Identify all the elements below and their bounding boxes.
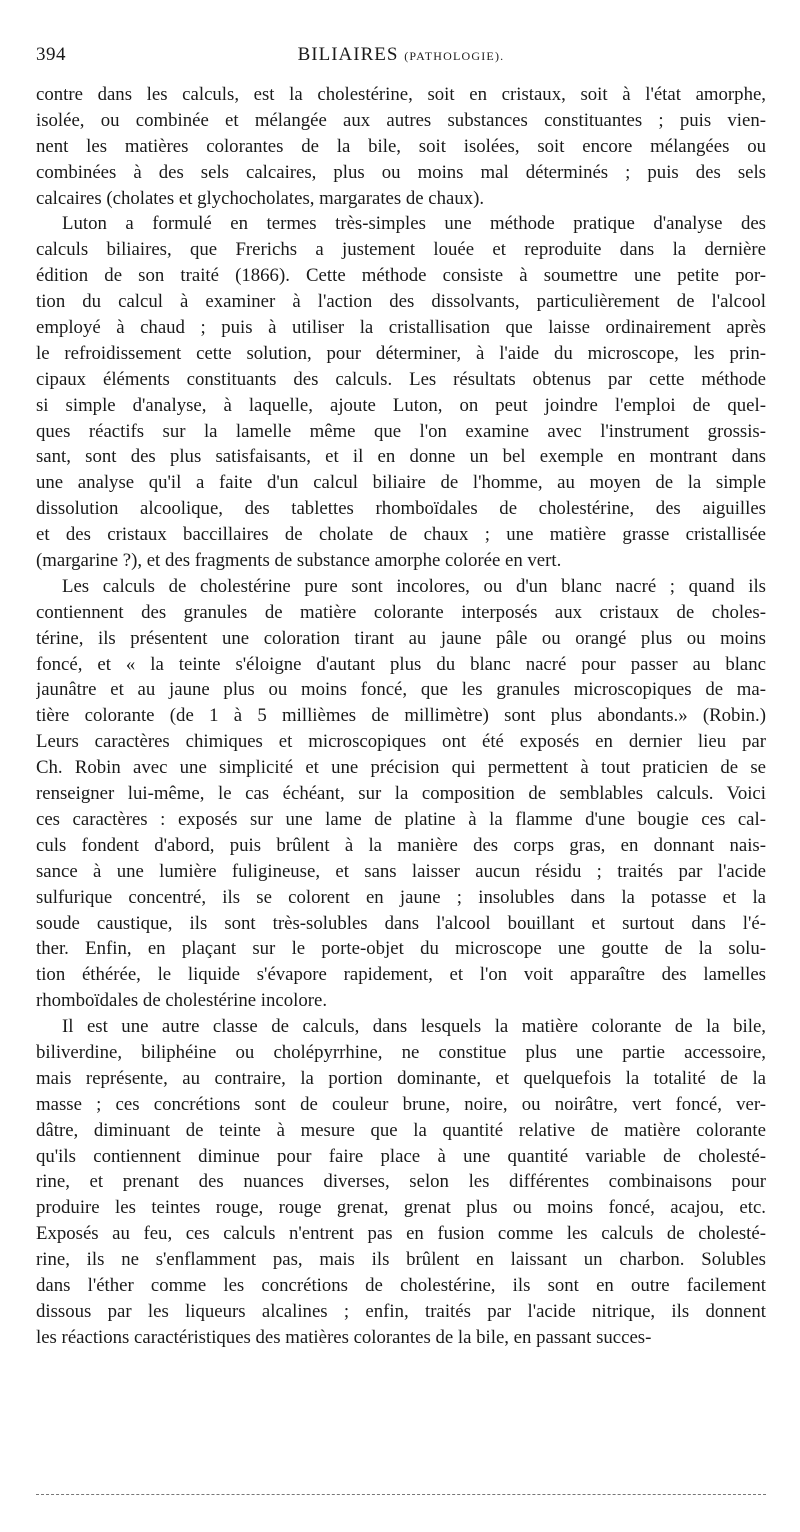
text-line: qu'ils contiennent diminue pour faire place à une quantité variable de cholesté-: [36, 1145, 766, 1167]
text-line: térine, ils présentent une coloration tirant au jaune pâle ou orangé plus ou moins: [36, 627, 766, 649]
text-line: sant, sont des plus satisfaisants, et il en donne un bel exemple en montrant dans: [36, 446, 766, 468]
text-line: tion du calcul à examiner à l'action des dissolvants, particulièrement de l'alcool: [36, 291, 766, 313]
text-line: tière colorante (de 1 à 5 millièmes de millimètre) sont plus abondants.» (Robin.): [36, 705, 766, 727]
text-line: cipaux éléments constituants des calculs. Les résultats obtenus par cette méthode: [36, 368, 766, 390]
text-line: sance à une lumière fuligineuse, et sans laisser aucun résidu ; traités par l'acide: [36, 860, 766, 882]
text-line: renseigner lui-même, le cas échéant, sur la composition de semblables calculs. Voici: [36, 783, 766, 805]
text-line: ther. Enfin, en plaçant sur le porte-objet du microscope une goutte de la solu-: [36, 938, 766, 960]
text-line: nent les matières colorantes de la bile, soit isolées, soit encore mélangées ou: [36, 135, 766, 157]
text-line: soude caustique, ils sont très-solubles dans l'alcool bouillant et surtout dans l'é-: [36, 912, 766, 934]
text-line: Leurs caractères chimiques et microscopiques ont été exposés en dernier lieu par: [36, 731, 766, 753]
text-line: les réactions caractéristiques des matières colorantes de la bile, en passant succes-: [36, 1326, 652, 1348]
page-number: 394: [36, 44, 66, 65]
paragraph: [36, 82, 766, 211]
text-line: tion éthérée, le liquide s'évapore rapidement, et l'on voit apparaître des lamelles: [36, 964, 766, 986]
paragraph: [36, 211, 766, 573]
text-line: ques réactifs sur la lamelle même que l'on examine avec l'instrument grossis-: [36, 420, 766, 442]
text-line: contiennent des granules de matière colorante interposés aux cristaux de choles-: [36, 601, 766, 623]
text-line: rine, et prenant des nuances diverses, selon les différentes combinaisons pour: [36, 1171, 766, 1193]
running-head-main: BILIAIRES: [297, 44, 399, 65]
text-line: mais représente, au contraire, la portion dominante, et quelquefois la totalité de la: [36, 1067, 766, 1089]
page-header: [36, 42, 766, 70]
text-line: (margarine ?), et des fragments de substance amorphe colorée en vert.: [36, 550, 562, 572]
text-line: rhomboïdales de cholestérine incolore.: [36, 990, 328, 1012]
text-line: calculs biliaires, que Frerichs a justement louée et reproduite dans la dernière: [36, 239, 766, 261]
text-line: contre dans les calculs, est la cholestérine, soit en cristaux, soit à l'état amorphe,: [36, 84, 766, 105]
text-line: Il est une autre classe de calculs, dans lesquels la matière colorante de la bile,: [62, 1016, 766, 1038]
text-line: Exposés au feu, ces calculs n'entrent pas en fusion comme les calculs de cholesté-: [36, 1223, 766, 1245]
text-line: biliverdine, biliphéine ou cholépyrrhine, ne constitue plus une partie accessoire,: [36, 1041, 766, 1063]
text-line: dissolution alcoolique, des tablettes rhomboïdales de cholestérine, des aiguilles: [36, 498, 766, 520]
text-line: une analyse qu'il a faite d'un calcul biliaire de l'homme, au moyen de la simple: [36, 472, 766, 494]
text-line: employé à chaud ; puis à utiliser la cristallisation que laisse ordinairement après: [36, 317, 766, 339]
text-line: sulfurique concentré, ils se colorent en jaune ; insolubles dans la potasse et la: [36, 886, 766, 908]
text-line: combinées à des sels calcaires, plus ou moins mal déterminés ; puis des sels: [36, 161, 766, 183]
text-line: calcaires (cholates et glychocholates, margarates de chaux).: [36, 187, 485, 209]
text-line: Luton a formulé en termes très-simples une méthode pratique d'analyse des: [62, 213, 766, 235]
footer-rule: [36, 1494, 766, 1495]
text-line: rine, ils ne s'enflamment pas, mais ils brûlent en laissant un charbon. Solubles: [36, 1249, 766, 1271]
text-line: dans l'éther comme les concrétions de cholestérine, ils sont en outre facilement: [36, 1274, 766, 1296]
text-line: si simple d'analyse, à laquelle, ajoute Luton, on peut joindre l'emploi de quel-: [36, 394, 766, 416]
body-text: [36, 82, 766, 1351]
paragraph: [36, 1014, 766, 1351]
running-head: [36, 44, 766, 66]
running-head-sub: (PATHOLOGIE).: [404, 49, 505, 63]
text-line: isolée, ou combinée et mélangée aux autres substances constituantes ; puis vien-: [36, 109, 766, 131]
text-line: le refroidissement cette solution, pour déterminer, à l'aide du microscope, les prin-: [36, 342, 766, 364]
text-line: édition de son traité (1866). Cette méthode consiste à soumettre une petite por-: [36, 265, 766, 287]
text-line: Les calculs de cholestérine pure sont incolores, ou d'un blanc nacré ; quand ils: [62, 575, 766, 597]
text-line: et des cristaux baccillaires de cholate de chaux ; une matière grasse cristallisée: [36, 524, 766, 546]
text-line: ces caractères : exposés sur une lame de platine à la flamme d'une bougie ces cal-: [36, 808, 766, 830]
text-line: dissous par les liqueurs alcalines ; enfin, traités par l'acide nitrique, ils donnent: [36, 1300, 766, 1322]
text-line: jaunâtre et au jaune plus ou moins foncé, que les granules microscopiques de ma-: [36, 679, 766, 701]
text-line: produire les teintes rouge, rouge grenat, grenat plus ou moins foncé, acajou, etc.: [36, 1197, 766, 1219]
text-line: culs fondent d'abord, puis brûlent à la manière des corps gras, en donnant nais-: [36, 834, 766, 856]
text-line: foncé, et « la teinte s'éloigne d'autant plus du blanc nacré pour passer au blanc: [36, 653, 766, 675]
text-line: Ch. Robin avec une simplicité et une précision qui permettent à tout praticien de se: [36, 757, 766, 779]
text-line: masse ; ces concrétions sont de couleur brune, noire, ou noirâtre, vert foncé, ver-: [36, 1093, 766, 1115]
paragraph: [36, 574, 766, 1014]
text-line: dâtre, diminuant de teinte à mesure que la quantité relative de matière colorante: [36, 1119, 766, 1141]
